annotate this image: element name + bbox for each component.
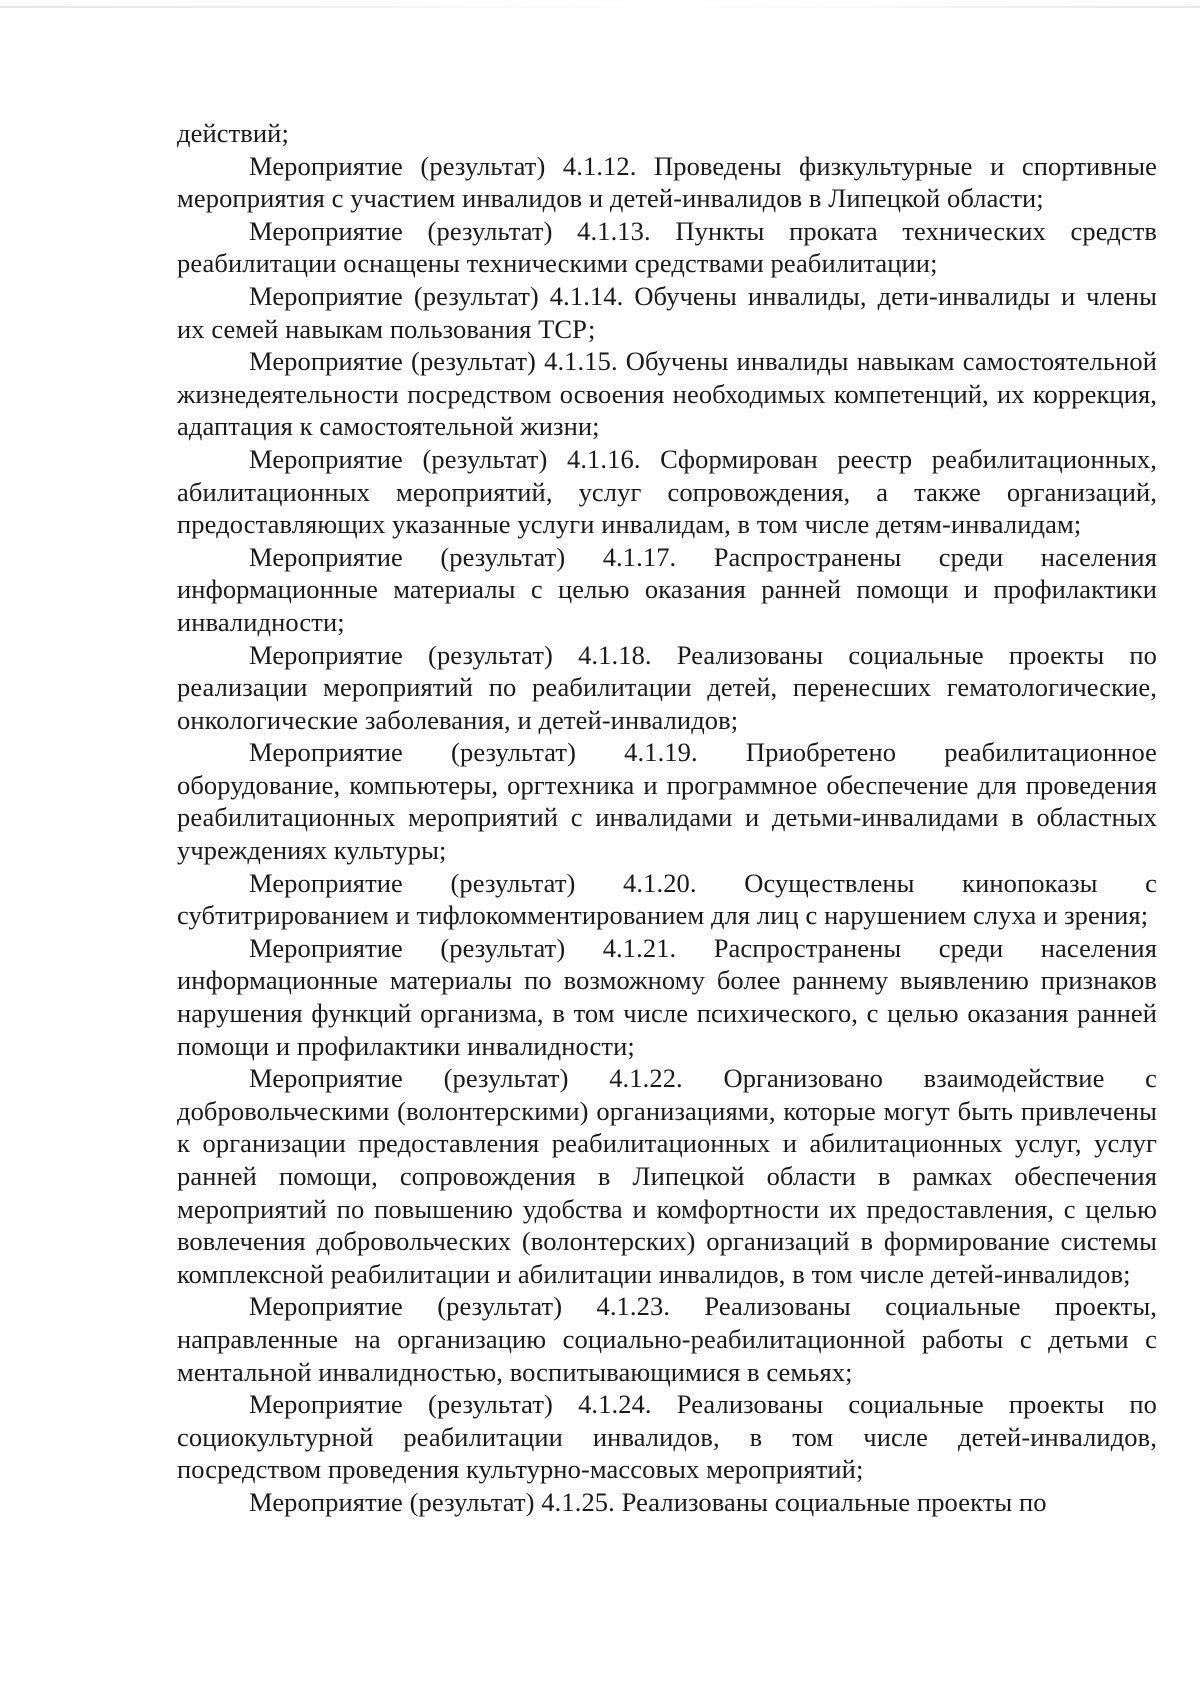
paragraph-measure-4-1-12: Мероприятие (результат) 4.1.12. Проведены физкультурные и спортивные мероприятия с участием инвалидов и детей-инвалидов в Липецкой области; (177, 150, 1157, 214)
paragraph-measure-4-1-14: Мероприятие (результат) 4.1.14. Обучены инвалиды, дети-инвалиды и члены их семей навыкам пользования ТСР; (177, 280, 1157, 344)
paragraph-measure-4-1-19: Мероприятие (результат) 4.1.19. Приобретено реабилитационное оборудование, компьютеры, оргтехника и программное обеспечение для проведения реабилитационных мероприятий с инвалидами и детьми-инвалидами в областных учреждениях культуры; (177, 737, 1157, 866)
paragraph-measure-4-1-22: Мероприятие (результат) 4.1.22. Организовано взаимодействие с добровольческими (волонтерскими) организациями, которые могут быть привлечены к организации предоставления реабилитационных и абилитационных услуг, услуг ранней помощи, сопровождения в Липецкой области в рамках обеспечения мероприятий по повышению удобства и комфортности их предоставления, с целью вовлечения добровольческих (волонтерских) организаций в формирование системы комплексной реабилитации и абилитации инвалидов, в том числе детей-инвалидов; (177, 1063, 1157, 1289)
paragraph-measure-4-1-23: Мероприятие (результат) 4.1.23. Реализованы социальные проекты, направленные на организацию социально-реабилитационной работы с детьми с ментальной инвалидностью, воспитывающимися в семьях; (177, 1291, 1157, 1387)
paragraph-measure-4-1-16: Мероприятие (результат) 4.1.16. Сформирован реестр реабилитационных, абилитационных мероприятий, услуг сопровождения, а также организаций, предоставляющих указанные услуги инвалидам, в том числе детям-инвалидам; (177, 443, 1157, 540)
paragraph-measure-4-1-24: Мероприятие (результат) 4.1.24. Реализованы социальные проекты по социокультурной реабилитации инвалидов, в том числе детей-инвалидов, посредством проведения культурно-массовых мероприятий; (177, 1389, 1157, 1485)
paragraph-measure-4-1-15: Мероприятие (результат) 4.1.15. Обучены инвалиды навыкам самостоятельной жизнедеятельности посредством освоения необходимых компетенций, их коррекция, адаптация к самостоятельной жизни; (177, 346, 1157, 442)
paragraph-measure-4-1-18: Мероприятие (результат) 4.1.18. Реализованы социальные проекты по реализации мероприятий по реабилитации детей, перенесших гематологические, онкологические заболевания, и детей-инвалидов; (177, 639, 1157, 735)
paragraph-measure-4-1-17: Мероприятие (результат) 4.1.17. Распространены среди населения информационные материалы с целью оказания ранней помощи и профилактики инвалидности; (177, 541, 1157, 637)
paragraph-measure-4-1-25: Мероприятие (результат) 4.1.25. Реализованы социальные проекты по (249, 1486, 1047, 1517)
paragraph-measure-4-1-20: Мероприятие (результат) 4.1.20. Осуществлены кинопоказы с субтитрированием и тифлокомментированием для лиц с нарушением слуха и зрения; (177, 867, 1157, 931)
scan-top-edge (0, 6, 1200, 8)
paragraph-measure-4-1-21: Мероприятие (результат) 4.1.21. Распространены среди населения информационные материалы по возможному более раннему выявлению признаков нарушения функций организма, в том числе психического, с целью оказания ранней помощи и профилактики инвалидности; (177, 932, 1157, 1061)
paragraph-measure-4-1-13: Мероприятие (результат) 4.1.13. Пункты проката технических средств реабилитации оснащены техническими средствами реабилитации; (177, 215, 1157, 279)
document-body (177, 117, 1157, 1519)
paragraph-continuation: действий; (177, 118, 289, 148)
